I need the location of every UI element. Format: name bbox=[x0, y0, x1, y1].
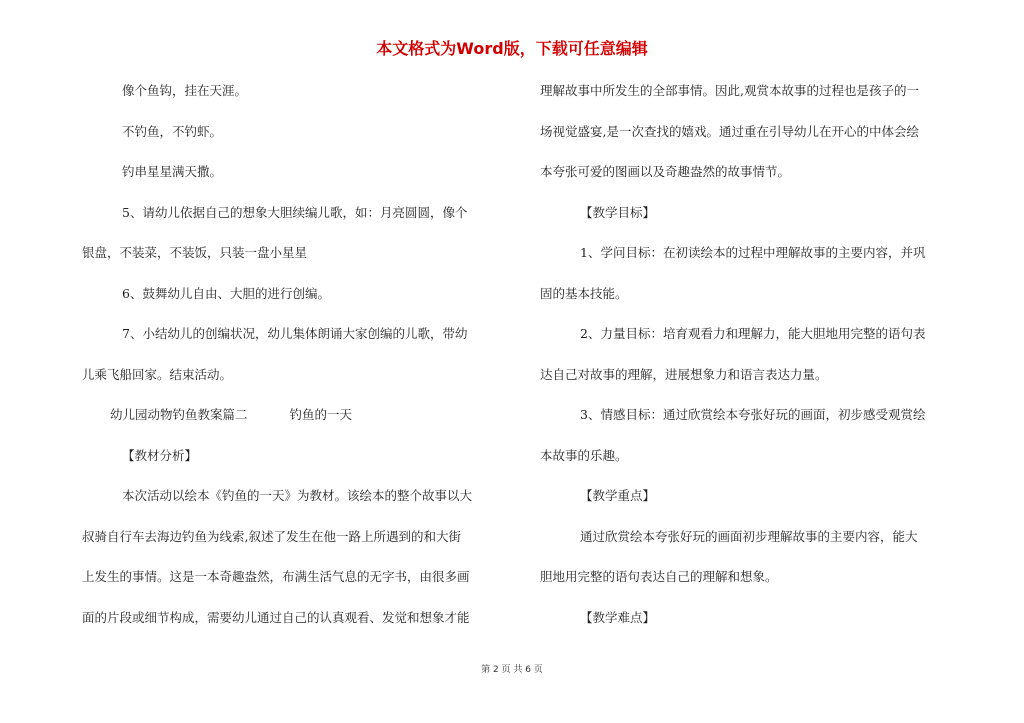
paragraph-line: 5、请幼儿依据自己的想象大胆续编儿歌，如：月亮圆圆，像个 bbox=[122, 204, 468, 220]
paragraph-line: 理解故事中所发生的全部事情。因此,观赏本故事的过程也是孩子的一 bbox=[540, 83, 919, 98]
paragraph-line: 固的基本技能。 bbox=[540, 285, 628, 301]
paragraph-heading: 【教学目标】 bbox=[580, 204, 656, 220]
paragraph-line: 儿乘飞船回家。结束活动。 bbox=[82, 366, 233, 382]
paragraph-line: 钓串星星满天撒。 bbox=[122, 164, 223, 179]
section-title-main: 幼儿园动物钓鱼教案篇二 bbox=[110, 407, 248, 422]
paragraph-line: 7、小结幼儿的创编状况，幼儿集体朗诵大家创编的儿歌，带幼 bbox=[122, 326, 468, 341]
paragraph-heading: 【教学难点】 bbox=[580, 609, 656, 625]
paragraph-line: 2、力量目标：培育观看力和理解力，能大胆地用完整的语句表 bbox=[580, 326, 926, 341]
paragraph-heading: 【教学重点】 bbox=[580, 488, 656, 503]
paragraph-line: 6、鼓舞幼儿自由、大胆的进行创编。 bbox=[122, 285, 330, 301]
paragraph-line: 不钓鱼，不钓虾。 bbox=[122, 123, 223, 139]
left-column bbox=[82, 80, 502, 647]
paragraph-line: 胆地用完整的语句表达自己的理解和想象。 bbox=[540, 569, 778, 584]
paragraph-heading: 【教材分析】 bbox=[122, 447, 198, 463]
paragraph-line: 银盘，不装菜，不装饭，只装一盘小星星 bbox=[82, 245, 308, 260]
paragraph-line: 场视觉盛宴,是一次查找的嬉戏。通过重在引导幼儿在开心的中体会绘 bbox=[540, 123, 919, 139]
page-number: 第 2 页 共 6 页 bbox=[481, 665, 543, 675]
paragraph-line: 通过欣赏绘本夸张好玩的画面初步理解故事的主要内容，能大 bbox=[580, 528, 918, 544]
paragraph-line: 本次活动以绘本《钓鱼的一天》为教材。该绘本的整个故事以大 bbox=[122, 488, 473, 503]
paragraph-line: 本故事的乐趣。 bbox=[540, 447, 628, 463]
section-title-sub: 钓鱼的一天 bbox=[289, 407, 353, 422]
paragraph-line: 叔骑自行车去海边钓鱼为线索,叙述了发生在他一路上所遇到的和大街 bbox=[82, 528, 461, 544]
paragraph-line: 面的片段或细节构成，需要幼儿通过自己的认真观看、发觉和想象才能 bbox=[82, 609, 470, 625]
paragraph-line: 上发生的事情。这是一本奇趣盎然，布满生活气息的无字书，由很多画 bbox=[82, 569, 470, 584]
word-format-banner: 本文格式为Word版，下载可任意编辑 bbox=[376, 39, 648, 58]
paragraph-line: 像个鱼钩，挂在天涯。 bbox=[122, 83, 248, 98]
right-column bbox=[540, 80, 960, 647]
section-title bbox=[82, 404, 502, 445]
paragraph-line: 达自己对故事的理解，进展想象力和语言表达力量。 bbox=[540, 366, 828, 382]
paragraph-line: 3、情感目标：通过欣赏绘本夸张好玩的画面，初步感受观赏绘 bbox=[580, 407, 926, 422]
paragraph-line: 1、学问目标：在初读绘本的过程中理解故事的主要内容，并巩 bbox=[580, 245, 926, 260]
paragraph-line: 本夸张可爱的图画以及奇趣盎然的故事情节。 bbox=[540, 164, 791, 179]
